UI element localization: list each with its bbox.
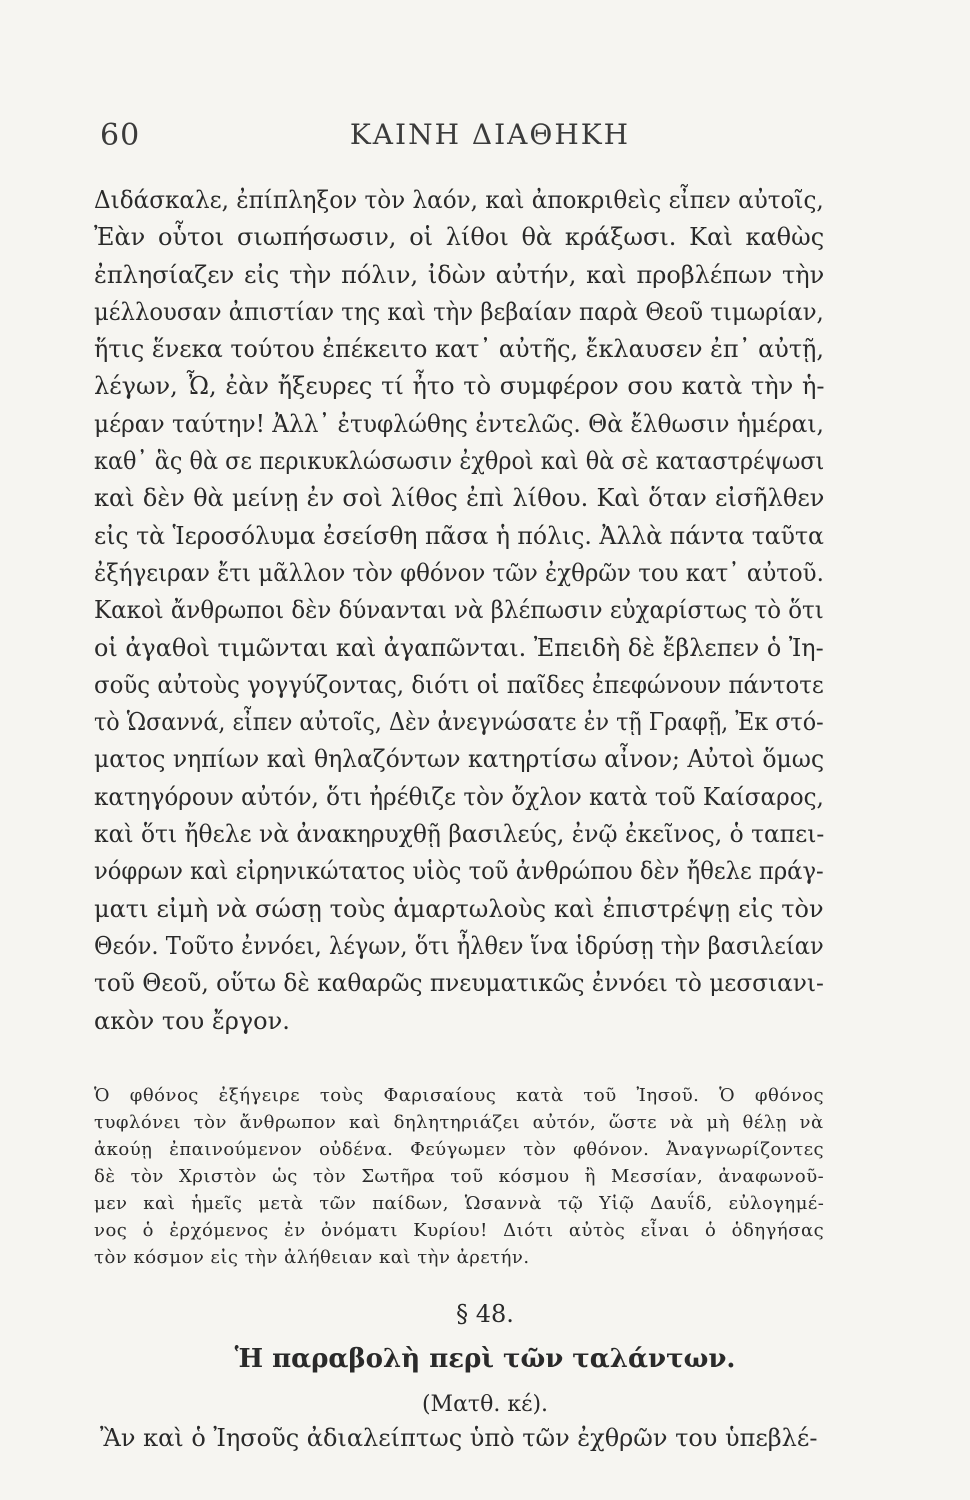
body-paragraph xyxy=(94,182,824,1040)
text-line: ματι εἰμὴ νὰ σώσῃ τοὺς ἁμαρτωλοὺς καὶ ἐπιστρέψῃ εἰς τὸν xyxy=(94,894,824,923)
note-line: τὸν κόσμον εἰς τὴν ἀλήθειαν καὶ τὴν ἀρετήν. xyxy=(94,1247,530,1268)
text-line: νόφρων καὶ εἰρηνικώτατος υἱὸς τοῦ ἀνθρώπου δὲν ἤθελε πράγ- xyxy=(94,857,824,886)
text-line: καὶ ὅτι ἤθελε νὰ ἀνακηρυχθῇ βασιλεύς, ἐνῷ ἐκεῖνος, ὁ ταπει- xyxy=(94,820,825,849)
text-line: τοῦ Θεοῦ, οὕτω δὲ καθαρῶς πνευματικῶς ἐννόει τὸ μεσσιανι- xyxy=(94,969,824,998)
section-first-line: Ἂν καὶ ὁ Ἰησοῦς ἀδιαλείπτως ὑπὸ τῶν ἐχθρῶν του ὑπεβλέ- xyxy=(100,1424,818,1452)
page-number: 60 xyxy=(100,118,141,153)
text-line: καὶ δὲν θὰ μείνῃ ἐν σοὶ λίθος ἐπὶ λίθου. Καὶ ὅταν εἰσῆλθεν xyxy=(94,484,825,513)
text-line: ακὸν του ἔργον. xyxy=(94,1006,290,1035)
section-title: Ἡ παραβολὴ περὶ τῶν ταλάντων. xyxy=(234,1344,736,1374)
section-number: § 48. xyxy=(456,1300,514,1328)
note-line: τυφλόνει τὸν ἄνθρωπον καὶ δηλητηριάζει αὐτόν, ὥστε νὰ μὴ θέλῃ νὰ xyxy=(94,1112,824,1133)
text-line: μέραν ταύτην! Ἀλλ᾽ ἐτυφλώθης ἐντελῶς. Θὰ ἔλθωσιν ἡμέραι, xyxy=(94,409,824,438)
note-line: δὲ τὸν Χριστὸν ὡς τὸν Σωτῆρα τοῦ κόσμου ἢ Μεσσίαν, ἀναφωνοῦ- xyxy=(94,1166,825,1187)
moral-note-paragraph xyxy=(94,1082,824,1271)
text-line: κατηγόρουν αὐτόν, ὅτι ἠρέθιζε τὸν ὄχλον κατὰ τοῦ Καίσαρος, xyxy=(94,782,824,811)
note-line: Ὁ φθόνος ἐξήγειρε τοὺς Φαρισαίους κατὰ τοῦ Ἰησοῦ. Ὁ φθόνος xyxy=(94,1085,825,1106)
page-header xyxy=(100,118,880,178)
note-line: νος ὁ ἐρχόμενος ἐν ὀνόματι Κυρίου! Διότι αὐτὸς εἶναι ὁ ὁδηγήσας xyxy=(94,1220,825,1241)
text-line: Διδάσκαλε, ἐπίπληξον τὸν λαόν, καὶ ἀποκριθεὶς εἶπεν αὐτοῖς, xyxy=(94,186,824,214)
text-line: μέλλουσαν ἀπιστίαν της καὶ τὴν βεβαίαν παρὰ Θεοῦ τιμωρίαν, xyxy=(94,297,824,326)
text-line: σοῦς αὐτοὺς γογγύζοντας, διότι οἱ παῖδες ἐπεφώνουν πάντοτε xyxy=(94,670,824,699)
text-line: Ἐὰν οὗτοι σιωπήσωσιν, οἱ λίθοι θὰ κράξωσι. Καὶ καθὼς xyxy=(94,223,825,252)
text-line: ματος νηπίων καὶ θηλαζόντων κατηρτίσω αἶνον; Αὐτοὶ ὅμως xyxy=(94,745,825,774)
note-line: ἀκούῃ ἐπαινούμενον οὐδένα. Φεύγωμεν τὸν φθόνον. Ἀναγνωρίζοντες xyxy=(94,1139,825,1160)
scripture-reference: (Ματθ. κέ). xyxy=(421,1392,549,1417)
text-line: τὸ Ὡσαννά, εἶπεν αὐτοῖς, Δὲν ἀνεγνώσατε ἐν τῇ Γραφῇ, Ἐκ στό- xyxy=(94,708,824,737)
text-line: λέγων, Ὦ, ἐὰν ἤξευρες τί ἦτο τὸ συμφέρον σου κατὰ τὴν ἡ- xyxy=(94,372,825,401)
text-line: οἱ ἀγαθοὶ τιμῶνται καὶ ἀγαπῶνται. Ἐπειδὴ δὲ ἔβλεπεν ὁ Ἰη- xyxy=(94,633,824,662)
text-line: εἰς τὰ Ἱεροσόλυμα ἐσείσθη πᾶσα ἡ πόλις. Ἀλλὰ πάντα ταῦτα xyxy=(94,521,824,550)
text-line: ἐξήγειραν ἔτι μᾶλλον τὸν φθόνον τῶν ἐχθρῶν του κατ᾽ αὐτοῦ. xyxy=(94,558,824,587)
text-line: Θεόν. Τοῦτο ἐννόει, λέγων, ὅτι ἦλθεν ἵνα ἱδρύσῃ τὴν βασιλείαν xyxy=(94,931,824,960)
text-line: καθ᾽ ἃς θὰ σε περικυκλώσωσιν ἐχθροὶ καὶ θὰ σὲ καταστρέψωσι xyxy=(94,447,825,476)
text-line: ἐπλησίαζεν εἰς τὴν πόλιν, ἰδὼν αὐτήν, καὶ προβλέπων τὴν xyxy=(94,260,825,289)
text-line: ἥτις ἕνεκα τούτου ἐπέκειτο κατ᾽ αὐτῆς, ἔκλαυσεν ἐπ᾽ αὐτῇ, xyxy=(94,335,824,364)
running-title: ΚΑΙΝΗ ΔΙΑΘΗΚΗ xyxy=(349,118,631,151)
note-line: μεν καὶ ἡμεῖς μετὰ τῶν παίδων, Ὡσαννὰ τῷ Υἱῷ Δαυΐδ, εὐλογημέ- xyxy=(94,1193,825,1214)
text-line: Κακοὶ ἄνθρωποι δὲν δύνανται νὰ βλέπωσιν εὐχαρίστως τὸ ὅτι xyxy=(94,596,824,625)
